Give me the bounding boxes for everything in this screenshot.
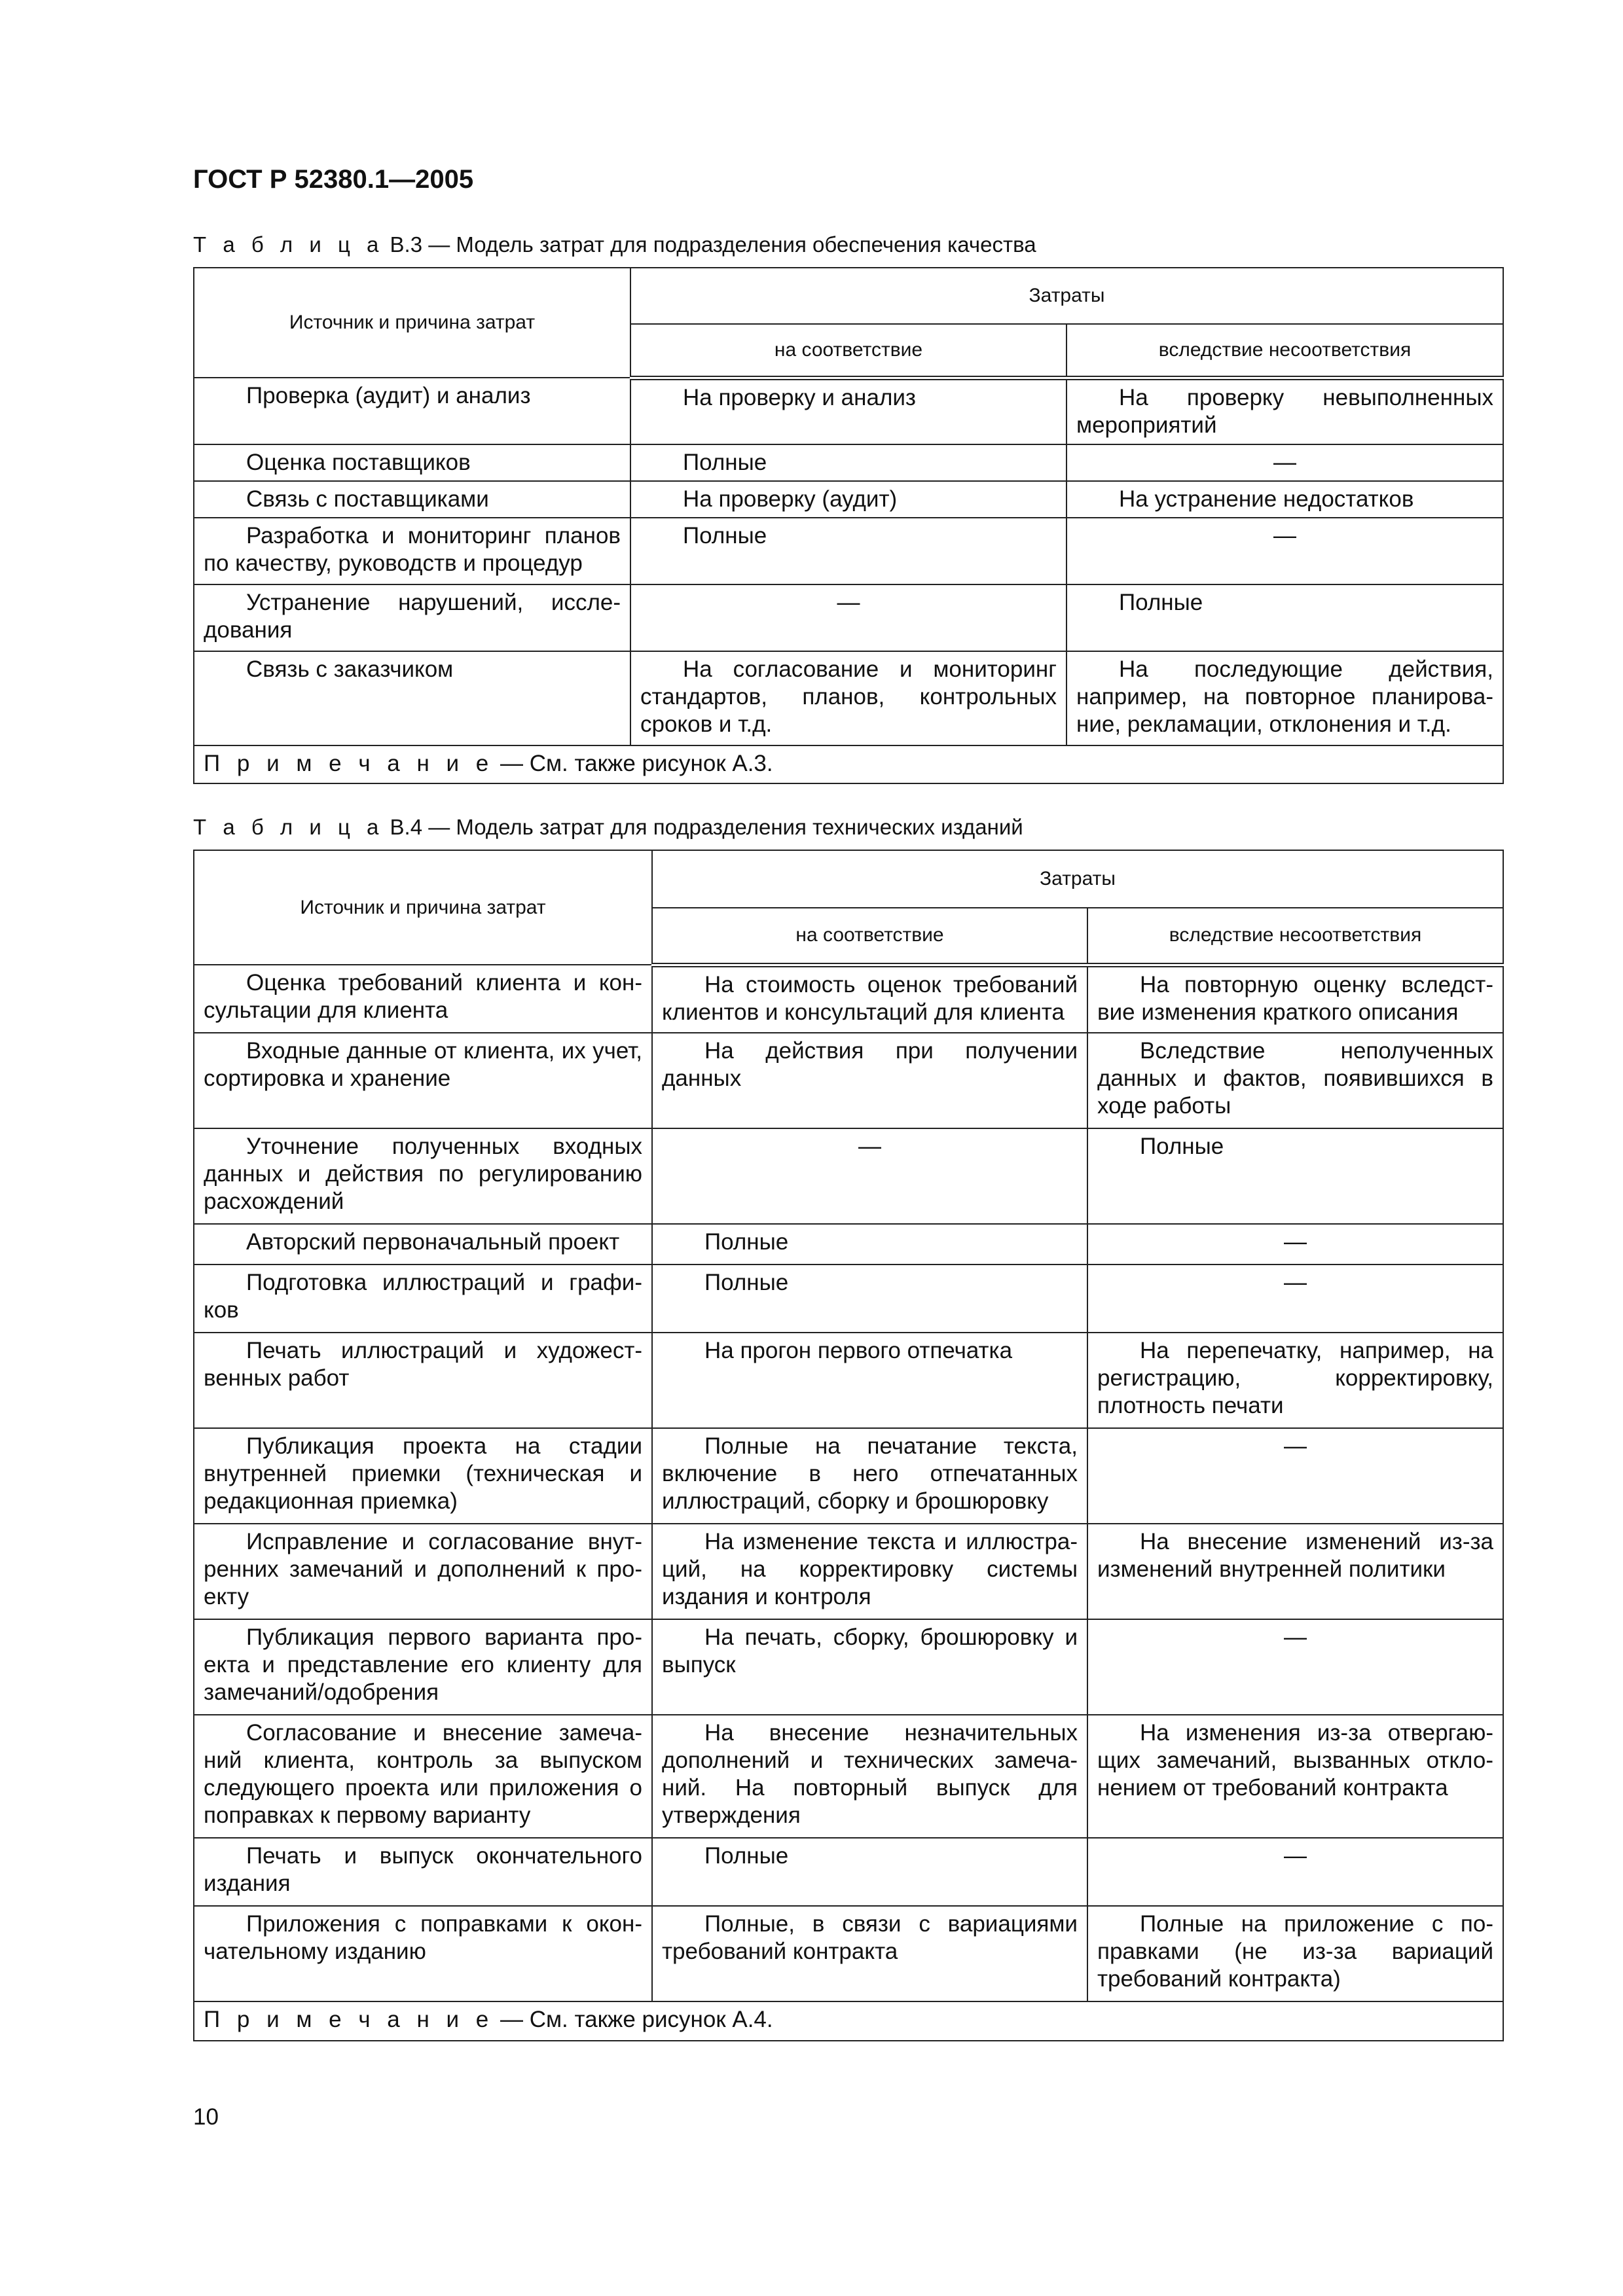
row-nonconformance: На перепечатку, например, на регистрацию, корректировку, плотность печати: [1087, 1333, 1503, 1428]
table-b4-caption-text: В.4 — Модель затрат для подразделения технических изданий: [390, 815, 1023, 839]
row-nonconformance: —: [1067, 444, 1503, 481]
row-source: Печать иллюстраций и художест-венных работ: [194, 1333, 652, 1428]
table-row: [194, 965, 1503, 1033]
row-source: Публикация проекта на стадии внутренней приемки (техническая и редакционная приемка): [194, 1428, 652, 1524]
row-conformance: На прогон первого отпечатка: [652, 1333, 1087, 1428]
table-row: [194, 1619, 1503, 1715]
row-source: Приложения с поправками к окон-чательному изданию: [194, 1906, 652, 2001]
row-nonconformance: На изменения из-за отвергаю-щих замечаний, вызванных откло-нением от требований контракта: [1087, 1715, 1503, 1838]
row-source: Разработка и мониторинг планов по качеству, руководств и процедур: [194, 518, 630, 584]
table-b4-header-nonconformance: вследствие несоответствия: [1087, 908, 1503, 965]
table-row: [194, 584, 1503, 651]
row-nonconformance: Полные: [1067, 584, 1503, 651]
row-conformance: Полные на печатание текста, включение в него отпечатанных иллюстраций, сборку и брошюровку: [652, 1428, 1087, 1524]
table-b4-caption: [193, 815, 1023, 840]
row-nonconformance: На проверку невыполненных мероприятий: [1067, 378, 1503, 444]
row-source: Устранение нарушений, иссле-дования: [194, 584, 630, 651]
row-nonconformance: —: [1087, 1838, 1503, 1906]
table-row: [194, 651, 1503, 745]
table-b4-header-conformance: на соответствие: [652, 908, 1087, 965]
table-b3-caption: [193, 232, 1036, 257]
row-source: Уточнение полученных входных данных и действия по регулированию расхождений: [194, 1128, 652, 1224]
row-conformance: Полные: [652, 1265, 1087, 1333]
table-b3-caption-prefix: Т а б л и ц а: [193, 232, 384, 257]
table-b3-header-nonconformance: вследствие несоответствия: [1067, 324, 1503, 378]
table-row: [194, 1128, 1503, 1224]
row-conformance: На внесение незначительных дополнений и технических замеча-ний. На повторный выпуск для утверждения: [652, 1715, 1087, 1838]
row-nonconformance: —: [1087, 1619, 1503, 1715]
row-nonconformance: На устранение недостатков: [1067, 481, 1503, 518]
table-b3-header-conformance: на соответствие: [630, 324, 1067, 378]
note-text: — См. также рисунок А.4.: [494, 2007, 773, 2032]
table-b4-header-source: Источник и причина затрат: [194, 850, 652, 965]
row-conformance: Полные: [652, 1838, 1087, 1906]
note-label: П р и м е ч а н и е: [204, 751, 494, 776]
table-b4-note: [194, 2001, 1503, 2041]
row-conformance: Полные: [630, 518, 1067, 584]
table-row: [194, 518, 1503, 584]
table-b3-note: [194, 745, 1503, 783]
table-b3-header-costs: Затраты: [630, 268, 1503, 324]
table-row: [194, 1224, 1503, 1265]
table-row: [194, 1265, 1503, 1333]
row-conformance: На действия при получении данных: [652, 1033, 1087, 1128]
row-source: Оценка поставщиков: [194, 444, 630, 481]
row-source: Печать и выпуск окончательного издания: [194, 1838, 652, 1906]
row-conformance: На проверку (аудит): [630, 481, 1067, 518]
row-source: Связь с поставщиками: [194, 481, 630, 518]
table-b4-header-costs: Затраты: [652, 850, 1503, 908]
table-b4-caption-prefix: Т а б л и ц а: [193, 815, 384, 839]
table-row: [194, 1333, 1503, 1428]
table-row: [194, 378, 1503, 444]
table-row: [194, 444, 1503, 481]
document-title: ГОСТ Р 52380.1—2005: [193, 165, 474, 194]
table-b4: [193, 850, 1504, 2041]
row-nonconformance: —: [1067, 518, 1503, 584]
row-conformance: Полные, в связи с вариациями требований контракта: [652, 1906, 1087, 2001]
row-conformance: Полные: [652, 1224, 1087, 1265]
row-conformance: На проверку и анализ: [630, 378, 1067, 444]
table-b3-caption-text: В.3 — Модель затрат для подразделения обеспечения качества: [390, 232, 1036, 257]
row-source: Проверка (аудит) и анализ: [194, 378, 630, 444]
row-conformance: —: [652, 1128, 1087, 1224]
row-nonconformance: Полные: [1087, 1128, 1503, 1224]
row-source: Подготовка иллюстраций и графи-ков: [194, 1265, 652, 1333]
table-row: [194, 1428, 1503, 1524]
table-row: [194, 1715, 1503, 1838]
row-source: Авторский первоначальный проект: [194, 1224, 652, 1265]
table-row: [194, 1838, 1503, 1906]
page-number: 10: [193, 2104, 219, 2130]
row-nonconformance: —: [1087, 1224, 1503, 1265]
row-nonconformance: На повторную оценку вследст-вие изменения краткого описания: [1087, 965, 1503, 1033]
table-b3: [193, 267, 1504, 784]
table-row: [194, 1033, 1503, 1128]
row-nonconformance: На внесение изменений из-за изменений внутренней политики: [1087, 1524, 1503, 1619]
row-source: Исправление и согласование внут-ренних замечаний и дополнений к про-екту: [194, 1524, 652, 1619]
row-conformance: На стоимость оценок требований клиентов и консультаций для клиента: [652, 965, 1087, 1033]
row-conformance: Полные: [630, 444, 1067, 481]
row-source: Оценка требований клиента и кон-сультации для клиента: [194, 965, 652, 1033]
row-source: Публикация первого варианта про-екта и представление его клиенту для замечаний/одобрения: [194, 1619, 652, 1715]
row-conformance: —: [630, 584, 1067, 651]
row-conformance: На согласование и мониторинг стандартов, планов, контрольных сроков и т.д.: [630, 651, 1067, 745]
row-conformance: На печать, сборку, брошюровку и выпуск: [652, 1619, 1087, 1715]
table-b3-header-source: Источник и причина затрат: [194, 268, 630, 378]
table-row: [194, 1906, 1503, 2001]
row-conformance: На изменение текста и иллюстра-ций, на корректировку системы издания и контроля: [652, 1524, 1087, 1619]
table-row: [194, 1524, 1503, 1619]
row-nonconformance: —: [1087, 1265, 1503, 1333]
note-label: П р и м е ч а н и е: [204, 2007, 494, 2032]
row-source: Согласование и внесение замеча-ний клиента, контроль за выпуском следующего проекта или приложения о поправках к первому варианту: [194, 1715, 652, 1838]
row-source: Входные данные от клиента, их учет, сортировка и хранение: [194, 1033, 652, 1128]
table-row: [194, 481, 1503, 518]
row-nonconformance: —: [1087, 1428, 1503, 1524]
row-source: Связь с заказчиком: [194, 651, 630, 745]
table-b3-note-row: [194, 745, 1503, 783]
row-nonconformance: Полные на приложение с по-правками (не из-за вариаций требований контракта): [1087, 1906, 1503, 2001]
table-b4-note-row: [194, 2001, 1503, 2041]
note-text: — См. также рисунок А.3.: [494, 751, 773, 776]
row-nonconformance: На последующие действия, например, на повторное планирова-ние, рекламации, отклонения и т.д.: [1067, 651, 1503, 745]
row-nonconformance: Вследствие неполученных данных и фактов, появившихся в ходе работы: [1087, 1033, 1503, 1128]
